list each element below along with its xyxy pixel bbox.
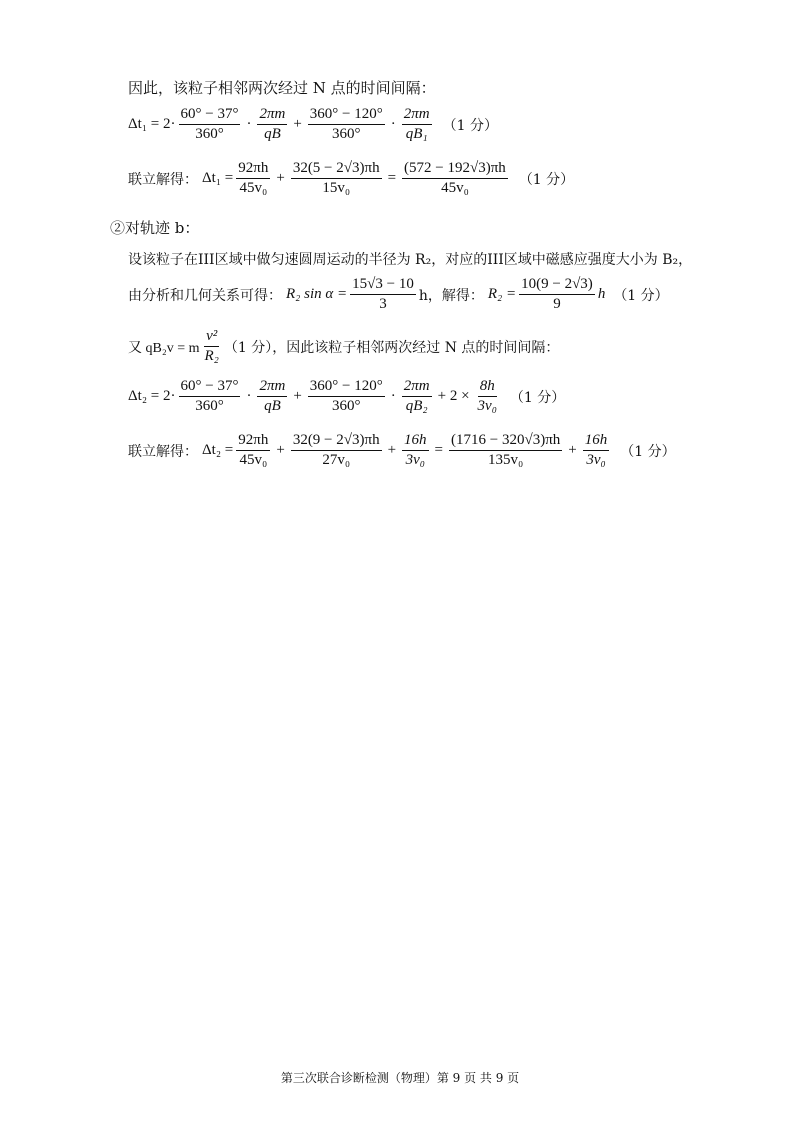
fraction: $\frac{(572 - 192√3)\pi h}{\text{45v₀}}$ <box>404 160 506 196</box>
fraction: $\frac{92\pi h}{\text{45v₀}}$ <box>238 432 269 468</box>
score-note: （1 分） <box>442 117 498 134</box>
equation-r2: 由分析和几何关系可得： R₂ sin α = $\frac{15√3 - 10}{3}$ h，解得： R₂ = $\frac{10(9 - 2√3)}{9}$ h （1 分） <box>128 276 669 312</box>
score-note: （1 分） <box>613 287 669 304</box>
fraction: $\frac{60^\circ - 37^\circ}{360^\circ}$ <box>180 106 239 142</box>
fraction: $\frac{2\pi m}{qB}$ <box>259 106 286 142</box>
fraction: $\frac{16h}{\text{3v₀}}$ <box>584 432 608 468</box>
fraction: $\frac{(1716 - 320√3)\pi h}{\text{135v₀}}$ <box>451 432 561 468</box>
fraction: $\frac{32(9 - 2√3)\pi h}{\text{27v₀}}$ <box>292 432 380 468</box>
section-heading-b: ②对轨迹 b： <box>110 219 200 237</box>
page-footer: 第三次联合诊断检测（物理）第 9 页 共 9 页 <box>280 1071 520 1085</box>
eq-lhs: Δt₁ = 2· <box>128 116 176 132</box>
fraction: $\frac{16h}{\text{3v₀}}$ <box>404 432 427 468</box>
paragraph-radius: 设该粒子在III区域中做匀速圆周运动的半径为 R₂，对应的III区域中磁感应强度大小为 B₂， <box>128 252 693 268</box>
fraction: $\frac{32(5 - 2√3)\pi h}{\text{15v₀}}$ <box>292 160 380 196</box>
score-note: （1 分） <box>509 389 566 406</box>
fraction: $\frac{\text{v²}}{\text{R₂}}$ <box>204 328 219 364</box>
fraction: $\frac{60^\circ - 37^\circ}{360^\circ}$ <box>180 378 239 414</box>
fraction: $\frac{2\pi m}{\text{qB₁}}$ <box>403 106 430 142</box>
score-note: （1 分） <box>620 443 676 460</box>
fraction: $\frac{10(9 - 2√3)}{9}$ <box>521 276 593 312</box>
intro-line: 因此，该粒子相邻两次经过 N 点的时间间隔： <box>128 79 436 97</box>
fraction: $\frac{2\pi m}{\text{qB₂}}$ <box>403 378 430 414</box>
fraction: $\frac{360^\circ - 120^\circ}{360^\circ}$ <box>309 106 383 142</box>
fraction: $\frac{360^\circ - 120^\circ}{360^\circ}$ <box>309 378 383 414</box>
equation-force: 又 qB₂v = m $\frac{\text{v²}}{\text{R₂}}$ （1 分），因此该粒子相邻两次经过 N 点的时间间隔： <box>128 328 560 364</box>
equation-dt2: Δt₂ = 2· $\frac{60^\circ - 37^\circ}{360^\circ}$ · $\frac{2\pi m}{qB}$ + $\frac{360^\circ - 120^\circ}{360^\circ}$ · $\frac{2\pi m}{\text{qB₂}}$ + 2 × $\frac{8h}{\text{3v₀}}$ （1 分） <box>128 378 566 414</box>
equation-solve-dt2: 联立解得： Δt₂ = $\frac{92\pi h}{\text{45v₀}}$ + $\frac{32(9 - 2√3)\pi h}{\text{27v₀}}$ + $\frac{16h}{\text{3v₀}}$ = $\frac{(1716 - 320√3)\pi h}{\text{135v₀}}$ + $\frac{16h}{\text{3v₀}}$ （1 分） <box>128 432 676 468</box>
equation-dt1: Δt₁ = 2· $\frac{60^\circ - 37^\circ}{360^\circ}$ · $\frac{2\pi m}{qB}$ + $\frac{360^\circ - 120^\circ}{360^\circ}$ · $\frac{2\pi m}{\text{qB₁}}$ （1 分） <box>128 106 498 142</box>
fraction: $\frac{8h}{\text{3v₀}}$ <box>477 378 497 414</box>
equation-solve-dt1: 联立解得： Δt₁ = $\frac{92\pi h}{\text{45v₀}}$ + $\frac{32(5 - 2√3)\pi h}{\text{15v₀}}$ = $\frac{(572 - 192√3)\pi h}{\text{45v₀}}$ （1 分） <box>128 160 575 196</box>
fraction: $\frac{92\pi h}{\text{45v₀}}$ <box>238 160 269 196</box>
fraction: $\frac{15√3 - 10}{3}$ <box>352 276 414 312</box>
fraction: $\frac{2\pi m}{qB}$ <box>259 378 286 414</box>
score-note: （1 分） <box>518 171 575 188</box>
